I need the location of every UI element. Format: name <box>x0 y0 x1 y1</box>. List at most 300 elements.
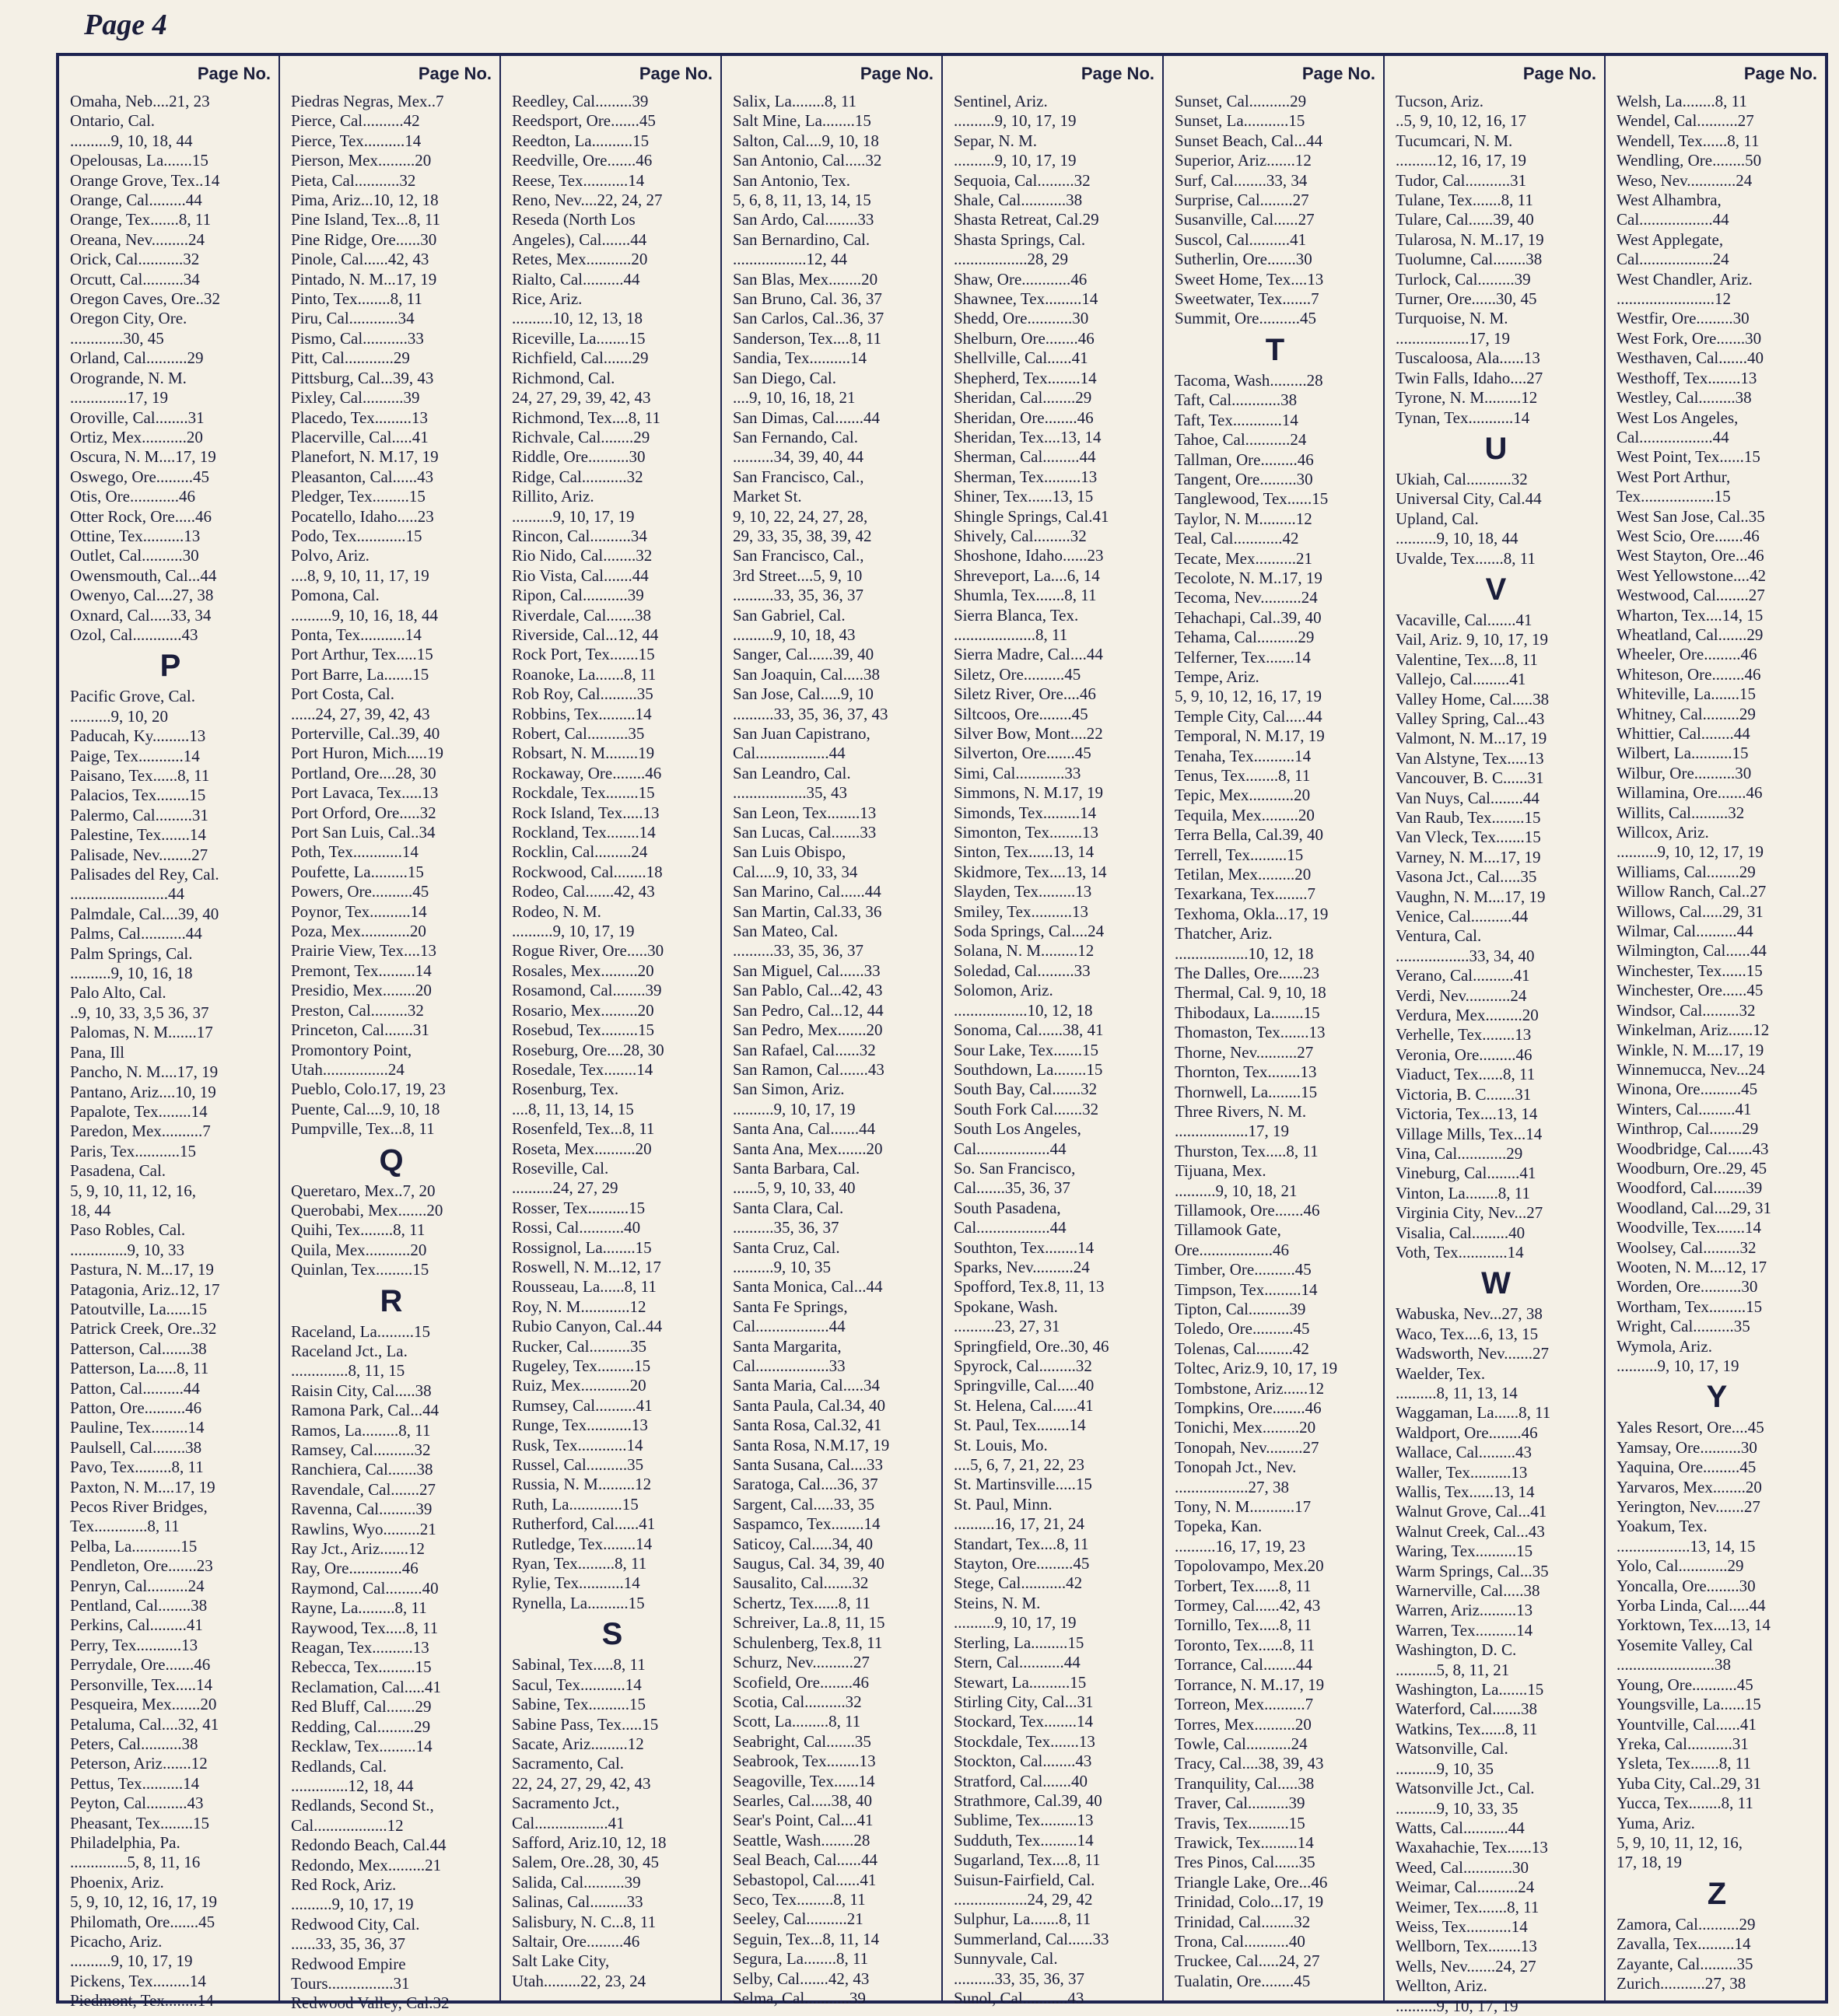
index-entry: Rawlins, Wyo.........21 <box>291 1519 436 1538</box>
index-entry: Robert, Cal..........35 <box>512 724 645 743</box>
index-entry: Safford, Ariz.10, 12, 18 <box>512 1832 667 1852</box>
index-entry: Vineburg, Cal........41 <box>1396 1164 1536 1183</box>
index-entry: Rebecca, Tex.........15 <box>291 1657 432 1677</box>
index-entry: San Mateo, Cal. <box>733 922 839 941</box>
index-entry: Willcox, Ariz. <box>1617 823 1709 842</box>
index-entry: Tallman, Ore.........46 <box>1175 450 1314 469</box>
index-entry: Pledger, Tex.........15 <box>291 487 426 506</box>
index-entry: ..................35, 43 <box>733 783 847 803</box>
index-entry: Torrance, N. M..17, 19 <box>1175 1675 1325 1694</box>
index-entry: Prairie View, Tex....13 <box>291 941 437 961</box>
index-entry: Weimar, Cal..........24 <box>1396 1878 1535 1897</box>
index-entry: Trawick, Tex.........14 <box>1175 1832 1314 1852</box>
section-letter-q: Q <box>379 1143 404 1178</box>
index-entry: 17, 18, 19 <box>1617 1853 1682 1872</box>
index-entry: Redwood Valley, Cal.32 <box>291 1993 450 2013</box>
index-entry: Terrell, Tex.........15 <box>1175 845 1304 864</box>
index-entry: Rousseau, La......8, 11 <box>512 1277 657 1297</box>
index-entry: Reedley, Cal.........39 <box>512 92 649 110</box>
index-entry: Shawnee, Tex.........14 <box>954 289 1098 309</box>
index-entry: Wendel, Cal..........27 <box>1617 111 1754 131</box>
index-entry: Silverton, Ore.......45 <box>954 744 1091 763</box>
index-entry: Port Huron, Mich.....19 <box>291 744 443 763</box>
index-entry: Palisades del Rey, Cal. <box>70 865 219 884</box>
index-entry: Cal..................44 <box>1617 210 1729 229</box>
index-entry: Santa Margarita, <box>733 1336 842 1356</box>
index-entry: Palm Springs, Cal. <box>70 943 193 963</box>
index-entry: Schurz, Nev..........27 <box>733 1653 870 1672</box>
index-entry: Stockard, Tex........14 <box>954 1712 1093 1731</box>
index-entry: Rockdale, Tex........15 <box>512 783 655 803</box>
index-entry: Placerville, Cal.....41 <box>291 427 429 446</box>
index-entry: ..........33, 35, 36, 37, 43 <box>733 704 888 723</box>
index-entry: South Fork Cal.......32 <box>954 1099 1099 1118</box>
index-entry: Shiner, Tex......13, 15 <box>954 487 1094 506</box>
index-entry: Palms, Cal...........44 <box>70 924 202 943</box>
index-entry: Rockland, Tex........14 <box>512 823 656 842</box>
index-entry: Surf, Cal........33, 34 <box>1175 170 1308 190</box>
index-entry: Shingle Springs, Cal.41 <box>954 506 1109 526</box>
index-entry: Waco, Tex....6, 13, 15 <box>1396 1324 1539 1343</box>
index-entry: Washington, La.......15 <box>1396 1680 1544 1699</box>
index-entry: Wadsworth, Nev.......27 <box>1396 1344 1549 1363</box>
index-entry: Watsonville, Cal. <box>1396 1739 1508 1759</box>
index-entry: Rylie, Tex...........14 <box>512 1573 640 1593</box>
index-entry: San Ardo, Cal........33 <box>733 210 874 229</box>
index-entry: ........................12 <box>1617 289 1731 309</box>
index-entry: Toltec, Ariz.9, 10, 17, 19 <box>1175 1359 1338 1378</box>
index-entry: Rio Nido, Cal........32 <box>512 546 653 565</box>
index-entry: Pana, Ill <box>70 1042 124 1062</box>
index-entry: Vancouver, B. C......31 <box>1396 768 1544 788</box>
index-entry: Sweet Home, Tex....13 <box>1175 269 1324 289</box>
index-entry: Santa Ana, Mex.......20 <box>733 1139 883 1158</box>
index-entry: Sparks, Nev..........24 <box>954 1257 1090 1276</box>
index-entry: Santa Paula, Cal.34, 40 <box>733 1395 885 1415</box>
index-entry: Skidmore, Tex....13, 14 <box>954 862 1107 881</box>
index-entry: Stege, Cal...........42 <box>954 1573 1083 1593</box>
index-entry: ....9, 10, 16, 18, 21 <box>733 388 856 408</box>
index-entry: ..........9, 10, 35 <box>1396 1759 1494 1778</box>
index-entry: Taft, Tex............14 <box>1175 410 1298 429</box>
index-column-6 <box>1164 56 1385 2000</box>
index-entry: Tahoe, Cal...........24 <box>1175 430 1307 450</box>
index-entry: Sabine Pass, Tex.....15 <box>512 1714 659 1734</box>
index-entry: Weed, Cal............30 <box>1396 1857 1529 1877</box>
index-entry: ..........16, 17, 19, 23 <box>1175 1536 1305 1556</box>
index-entry: Stirling City, Cal...31 <box>954 1692 1094 1711</box>
index-entry: Saltair, Ore.........46 <box>512 1931 640 1951</box>
index-entry: Valley Home, Cal.....38 <box>1396 689 1550 709</box>
index-entry: Winters, Cal.........41 <box>1617 1099 1752 1118</box>
index-entry: ......33, 35, 36, 37 <box>291 1934 405 1954</box>
index-entry: Port Arthur, Tex.....15 <box>291 645 433 664</box>
index-entry: Smiley, Tex..........13 <box>954 901 1088 921</box>
index-entry: Santa Ana, Cal.......44 <box>733 1119 876 1139</box>
index-entry: Rumsey, Cal..........41 <box>512 1395 653 1415</box>
index-entry: 5, 9, 10, 11, 12, 16, <box>70 1181 196 1200</box>
index-entry: San Antonio, Tex. <box>733 170 850 190</box>
index-entry: West Los Angeles, <box>1617 408 1739 427</box>
index-entry: ..........9, 10, 20 <box>70 706 168 726</box>
index-entry: Cal.......35, 36, 37 <box>954 1178 1070 1198</box>
page-number-label: Page 4 <box>84 9 167 41</box>
index-entry: Patterson, Cal.......38 <box>70 1339 207 1358</box>
index-entry: Ravendale, Cal.......27 <box>291 1479 436 1499</box>
column-entries <box>1175 92 1375 1991</box>
index-entry: Salida, Cal..........39 <box>512 1872 641 1892</box>
index-entry: Siltcoos, Ore........45 <box>954 704 1088 723</box>
index-entry: Visalia, Cal.........40 <box>1396 1223 1525 1242</box>
index-entry: Palestine, Tex.......14 <box>70 825 206 845</box>
index-entry: Sunol, Cal...........43 <box>954 1989 1084 2007</box>
index-entry: Paige, Tex...........14 <box>70 746 200 765</box>
index-entry: Vinton, La........8, 11 <box>1396 1183 1530 1202</box>
index-entry: Port Costa, Cal. <box>291 684 395 704</box>
index-entry: Wilbert, La..........15 <box>1617 744 1749 763</box>
index-entry: Turlock, Cal.........39 <box>1396 269 1531 289</box>
index-entry: Trinidad, Cal........32 <box>1175 1912 1311 1931</box>
index-entry: Tenus, Tex........8, 11 <box>1175 766 1311 785</box>
index-entry: Pesqueira, Mex.......20 <box>70 1695 217 1714</box>
index-entry: Rosebud, Tex.........15 <box>512 1020 655 1040</box>
index-entry: Tuscaloosa, Ala......13 <box>1396 348 1540 368</box>
column-header: Page No. <box>1301 64 1375 83</box>
index-entry: Rockaway, Ore........46 <box>512 763 662 782</box>
index-columns <box>59 56 1825 2015</box>
index-entry: Selma, Cal...........39 <box>733 1989 866 2007</box>
index-entry: Rosenburg, Tex. <box>512 1080 619 1099</box>
section-letter-p: P <box>159 649 181 684</box>
index-entry: Piedmont, Tex........14 <box>70 1991 214 2011</box>
index-column-3 <box>501 56 722 2000</box>
index-entry: Terra Bella, Cal.39, 40 <box>1175 825 1323 845</box>
index-entry: ..........12, 16, 17, 19 <box>1396 151 1526 170</box>
index-entry: Perrydale, Ore.......46 <box>70 1655 211 1675</box>
index-entry: Philomath, Ore.......45 <box>70 1912 215 1931</box>
index-entry: Rossi, Cal...........40 <box>512 1218 641 1237</box>
index-entry: The Dalles, Ore......23 <box>1175 964 1320 983</box>
section-letter-r: R <box>380 1283 403 1318</box>
index-entry: Vail, Ariz. 9, 10, 17, 19 <box>1396 630 1548 649</box>
index-entry: Perkins, Cal.........41 <box>70 1615 203 1635</box>
index-entry: Redlands, Cal. <box>291 1756 387 1776</box>
index-entry: Voth, Tex............14 <box>1396 1242 1524 1262</box>
index-entry: Pelba, La............15 <box>70 1536 198 1556</box>
index-entry: Rutherford, Cal......41 <box>512 1514 656 1534</box>
index-entry: Raymond, Cal.........40 <box>291 1578 439 1598</box>
index-entry: Wendell, Tex......8, 11 <box>1617 131 1760 150</box>
index-entry: Ontario, Cal. <box>70 111 156 131</box>
index-entry: Sierra Madre, Cal....44 <box>954 645 1103 664</box>
index-entry: Rogue River, Ore.....30 <box>512 941 664 961</box>
index-entry: Shedd, Ore...........30 <box>954 309 1089 328</box>
index-entry: Superior, Ariz.......12 <box>1175 151 1312 170</box>
index-entry: Tolenas, Cal.........42 <box>1175 1339 1309 1358</box>
section-letter-t: T <box>1265 332 1285 367</box>
index-entry: ....8, 11, 13, 14, 15 <box>512 1099 634 1118</box>
index-entry: Pismo, Cal...........33 <box>291 328 424 348</box>
index-entry: Sour Lake, Tex.......15 <box>954 1040 1098 1059</box>
index-entry: Reedton, La..........15 <box>512 131 650 150</box>
index-entry: Paris, Tex...........15 <box>70 1141 197 1160</box>
index-entry: Sublime, Tex.........13 <box>954 1811 1094 1830</box>
index-entry: Youngsville, La......15 <box>1617 1695 1761 1714</box>
index-entry: Pinole, Cal......42, 43 <box>291 250 429 269</box>
index-entry: Strathmore, Cal.39, 40 <box>954 1790 1102 1810</box>
index-entry: Phoenix, Ariz. <box>70 1872 164 1892</box>
index-column-4 <box>722 56 943 2007</box>
index-entry: Planefort, N. M.17, 19 <box>291 447 439 467</box>
index-entry: Shellville, Cal......41 <box>954 348 1088 368</box>
section-letter-z: Z <box>1707 1876 1727 1911</box>
index-entry: Ranchiera, Cal.......38 <box>291 1460 433 1479</box>
index-entry: Soledad, Cal.........33 <box>954 961 1091 980</box>
index-entry: Yales Resort, Ore....45 <box>1617 1418 1764 1437</box>
index-entry: ..........9, 10, 18, 21 <box>1175 1181 1298 1200</box>
index-entry: Truckee, Cal.....24, 27 <box>1175 1951 1320 1971</box>
index-entry: Sear's Point, Cal....41 <box>733 1811 874 1830</box>
index-entry: Siletz River, Ore....46 <box>954 684 1096 704</box>
index-entry: Tillamook Gate, <box>1175 1220 1281 1240</box>
column-entries <box>1617 92 1817 1993</box>
index-entry: Orogrande, N. M. <box>70 368 187 387</box>
index-entry: Cal..................44 <box>733 744 846 763</box>
index-entry: Wheatland, Cal.......29 <box>1617 625 1764 644</box>
index-entry: Winthrop, Cal........29 <box>1617 1119 1759 1139</box>
index-entry: Reagan, Tex..........13 <box>291 1638 429 1657</box>
index-entry: Ravenna, Cal.........39 <box>291 1500 433 1519</box>
index-entry: Russia, N. M.........12 <box>512 1475 652 1494</box>
index-entry: Pettus, Tex..........14 <box>70 1773 200 1793</box>
index-entry: San Lucas, Cal.......33 <box>733 823 877 842</box>
index-entry: Pheasant, Tex........15 <box>70 1813 209 1832</box>
index-entry: Premont, Tex.........14 <box>291 961 432 980</box>
index-entry: Port San Luis, Cal..34 <box>291 823 436 842</box>
index-entry: Summit, Ore..........45 <box>1175 309 1316 328</box>
index-entry: Peterson, Ariz.......12 <box>70 1754 208 1773</box>
index-entry: .............30, 45 <box>70 328 164 348</box>
index-entry: Paducah, Ky.........13 <box>70 726 206 746</box>
section-letter-y: Y <box>1706 1380 1728 1415</box>
index-entry: Pasadena, Cal. <box>70 1161 166 1181</box>
index-entry: Shaw, Ore............46 <box>954 269 1088 289</box>
index-entry: Pittsburg, Cal...39, 43 <box>291 368 434 387</box>
index-entry: Whiteson, Ore........46 <box>1617 664 1761 684</box>
index-entry: Uvalde, Tex.......8, 11 <box>1396 548 1536 568</box>
index-entry: Waelder, Tex. <box>1396 1363 1486 1383</box>
index-entry: Picacho, Ariz. <box>70 1931 163 1951</box>
index-entry: 5, 9, 10, 12, 16, 17, 19 <box>70 1892 217 1912</box>
index-entry: Schreiver, La..8, 11, 15 <box>733 1613 885 1633</box>
index-entry: Seco, Tex.........8, 11 <box>733 1889 866 1909</box>
index-entry: Tulare, Cal......39, 40 <box>1396 210 1534 229</box>
index-entry: Rice, Ariz. <box>512 289 583 309</box>
index-entry: San Luis Obispo, <box>733 842 846 862</box>
index-entry: Shumla, Tex.......8, 11 <box>954 586 1097 605</box>
index-entry: ......5, 9, 10, 33, 40 <box>733 1178 856 1198</box>
index-entry: Oreana, Nev.........24 <box>70 229 205 249</box>
index-entry: Winnemucca, Nev...24 <box>1617 1059 1765 1079</box>
index-entry: Verano, Cal..........41 <box>1396 966 1530 985</box>
index-entry: West Fork, Ore.......30 <box>1617 328 1762 348</box>
index-entry: Salt Mine, La........15 <box>733 111 871 131</box>
index-entry: Richfield, Cal.......29 <box>512 348 649 368</box>
index-entry: ..........9, 10, 17, 19 <box>512 506 635 526</box>
index-entry: Raisin City, Cal.....38 <box>291 1381 432 1400</box>
index-entry: Roy, N. M............12 <box>512 1297 646 1316</box>
index-entry: 5, 9, 10, 12, 16, 17, 19 <box>1175 687 1322 706</box>
index-entry: Pieta, Cal...........32 <box>291 170 416 190</box>
index-entry: Santa Susana, Cal....33 <box>733 1455 884 1475</box>
column-entries <box>70 92 271 2011</box>
index-entry: Yreka, Cal...........31 <box>1617 1734 1749 1753</box>
index-entry: Wendling, Ore........50 <box>1617 151 1762 170</box>
index-entry: 9, 10, 22, 24, 27, 28, <box>733 506 868 526</box>
index-entry: Pierce, Cal..........42 <box>291 111 420 131</box>
index-entry: Porterville, Cal..39, 40 <box>291 724 440 743</box>
index-entry: Universal City, Cal.44 <box>1396 489 1542 509</box>
index-entry: Tempe, Ariz. <box>1175 667 1259 686</box>
index-entry: Puente, Cal....9, 10, 18 <box>291 1099 440 1118</box>
index-entry: ..............5, 8, 11, 16 <box>70 1853 201 1872</box>
index-entry: Tipton, Cal..........39 <box>1175 1299 1306 1318</box>
index-entry: Wabuska, Nev...27, 38 <box>1396 1304 1543 1324</box>
index-entry: Tonichi, Mex.........20 <box>1175 1418 1316 1437</box>
index-entry: Roseville, Cal. <box>512 1158 609 1178</box>
index-entry: Rubio Canyon, Cal..44 <box>512 1317 663 1336</box>
index-entry: Warnerville, Cal.....38 <box>1396 1581 1540 1601</box>
index-entry: Russel, Cal..........35 <box>512 1455 644 1475</box>
index-entry: Tyrone, N. M.........12 <box>1396 388 1538 408</box>
index-entry: ..................17, 19 <box>1175 1122 1289 1141</box>
index-entry: Orange Grove, Tex..14 <box>70 170 220 190</box>
index-entry: Tulane, Tex.......8, 11 <box>1396 191 1533 210</box>
index-entry: Spyrock, Cal.........32 <box>954 1356 1092 1375</box>
index-entry: Walnut Grove, Cal...41 <box>1396 1502 1547 1521</box>
index-entry: Tuolumne, Cal........38 <box>1396 250 1543 269</box>
index-entry: Patton, Cal..........44 <box>70 1378 200 1398</box>
index-entry: Scofield, Ore........46 <box>733 1672 869 1692</box>
index-entry: Tepic, Mex...........20 <box>1175 786 1311 805</box>
index-entry: Waggaman, La......8, 11 <box>1396 1403 1551 1423</box>
index-entry: Varney, N. M....17, 19 <box>1396 847 1541 866</box>
index-entry: Solomon, Ariz. <box>954 981 1053 1000</box>
index-entry: ..........9, 10, 35 <box>733 1257 831 1276</box>
index-entry: Cal..................44 <box>954 1139 1067 1158</box>
index-entry: Verdi, Nev...........24 <box>1396 985 1527 1005</box>
index-entry: Reno, Nev....22, 24, 27 <box>512 191 663 210</box>
index-entry: San Antonio, Cal.....32 <box>733 151 882 170</box>
index-entry: Yountville, Cal......41 <box>1617 1714 1757 1734</box>
index-entry: Willows, Cal.....29, 31 <box>1617 901 1764 921</box>
index-entry: West Applegate, <box>1617 229 1724 249</box>
index-entry: Temple City, Cal.....44 <box>1175 706 1322 726</box>
index-entry: Recklaw, Tex.........14 <box>291 1737 433 1756</box>
index-entry: Sheridan, Cal........29 <box>954 388 1092 408</box>
index-entry: Santa Clara, Cal. <box>733 1198 844 1217</box>
index-entry: St. Paul, Tex........14 <box>954 1416 1086 1435</box>
index-entry: Salix, La........8, 11 <box>733 92 857 110</box>
index-entry: Rynella, La..........15 <box>512 1593 645 1612</box>
index-entry: Ridge, Cal...........32 <box>512 467 643 486</box>
index-entry: Winchester, Tex......15 <box>1617 961 1763 980</box>
index-entry: Waxahachie, Tex......13 <box>1396 1838 1548 1857</box>
index-entry: Zamora, Cal..........29 <box>1617 1914 1756 1934</box>
index-entry: Tranquility, Cal.....38 <box>1175 1773 1315 1793</box>
index-entry: Topolovampo, Mex.20 <box>1175 1556 1324 1576</box>
index-entry: ..........9, 10, 17, 19 <box>733 1099 856 1118</box>
index-entry: ..........35, 36, 37 <box>733 1218 839 1237</box>
index-entry: ..................12, 44 <box>733 250 847 269</box>
index-entry: Rio Vista, Cal.......44 <box>512 565 649 585</box>
index-entry: San Fernando, Cal. <box>733 427 858 446</box>
index-entry: ..........33, 35, 36, 37 <box>733 586 863 605</box>
index-entry: Querobabi, Mex.......20 <box>291 1200 443 1220</box>
index-entry: Rockwood, Cal........18 <box>512 862 663 881</box>
index-entry: Sheridan, Tex....13, 14 <box>954 427 1102 446</box>
index-entry: Wilbur, Ore..........30 <box>1617 763 1752 782</box>
index-entry: Palomas, N. M.......17 <box>70 1023 213 1042</box>
index-entry: Worden, Ore..........30 <box>1617 1277 1758 1297</box>
column-entries <box>512 92 713 1991</box>
index-entry: Saspamco, Tex........14 <box>733 1514 881 1534</box>
index-entry: Waring, Tex..........15 <box>1396 1542 1533 1561</box>
index-entry: 29, 33, 35, 38, 39, 42 <box>733 526 872 545</box>
index-entry: Thurston, Tex.....8, 11 <box>1175 1141 1319 1160</box>
index-entry: Virginia City, Nev...27 <box>1396 1203 1543 1223</box>
index-entry: Vina, Cal............29 <box>1396 1143 1523 1163</box>
index-entry: Shoshone, Idaho......23 <box>954 546 1104 565</box>
index-entry: Pocatello, Idaho.....23 <box>291 506 434 526</box>
index-entry: Wooten, N. M....12, 17 <box>1617 1257 1767 1276</box>
index-entry: ..........34, 39, 40, 44 <box>733 447 863 467</box>
index-entry: Rusk, Tex............14 <box>512 1435 643 1454</box>
index-entry: Yarvaros, Mex........20 <box>1617 1477 1762 1496</box>
index-entry: Port Lavaca, Tex.....13 <box>291 783 439 803</box>
index-entry: Podo, Tex............15 <box>291 526 422 545</box>
index-column-8 <box>1606 56 1825 2000</box>
index-entry: ....................8, 11 <box>954 625 1068 644</box>
index-entry: Southdown, La........15 <box>954 1059 1103 1079</box>
index-entry: Temporal, N. M.17, 19 <box>1175 726 1325 746</box>
index-entry: Tombstone, Ariz......12 <box>1175 1378 1325 1398</box>
index-entry: Palacios, Tex........15 <box>70 786 206 805</box>
index-entry: Soda Springs, Cal....24 <box>954 922 1105 941</box>
index-entry: Simi, Cal............33 <box>954 763 1081 782</box>
index-entry: Rincon, Cal..........34 <box>512 526 647 545</box>
index-entry: Pomona, Cal. <box>291 586 380 605</box>
index-entry: Willow Ranch, Cal..27 <box>1617 882 1767 901</box>
index-entry: Wallis, Tex......13, 14 <box>1396 1482 1535 1501</box>
index-entry: ..........9, 10, 18, 44 <box>1396 529 1518 548</box>
index-entry: Yaquina, Ore.........45 <box>1617 1458 1757 1477</box>
index-entry: Stockton, Cal........43 <box>954 1752 1092 1771</box>
index-entry: Sierra Blanca, Tex. <box>954 605 1079 625</box>
index-entry: Ozol, Cal............43 <box>70 625 198 644</box>
index-entry: West Stayton, Ore...46 <box>1617 546 1764 565</box>
index-entry: San Pablo, Cal...42, 43 <box>733 981 883 1000</box>
index-entry: Wells, Nev.......24, 27 <box>1396 1956 1536 1976</box>
index-entry: Rosedale, Tex........14 <box>512 1059 653 1079</box>
index-entry: Patton, Ore..........46 <box>70 1398 202 1417</box>
index-entry: Thatcher, Ariz. <box>1175 924 1273 943</box>
index-entry: Wellborn, Tex........13 <box>1396 1937 1537 1956</box>
index-entry: Warm Springs, Cal...35 <box>1396 1561 1549 1580</box>
index-entry: Standart, Tex....8, 11 <box>954 1534 1089 1553</box>
index-entry: Paso Robles, Cal. <box>70 1220 186 1240</box>
index-entry: Pickens, Tex.........14 <box>70 1971 206 1990</box>
